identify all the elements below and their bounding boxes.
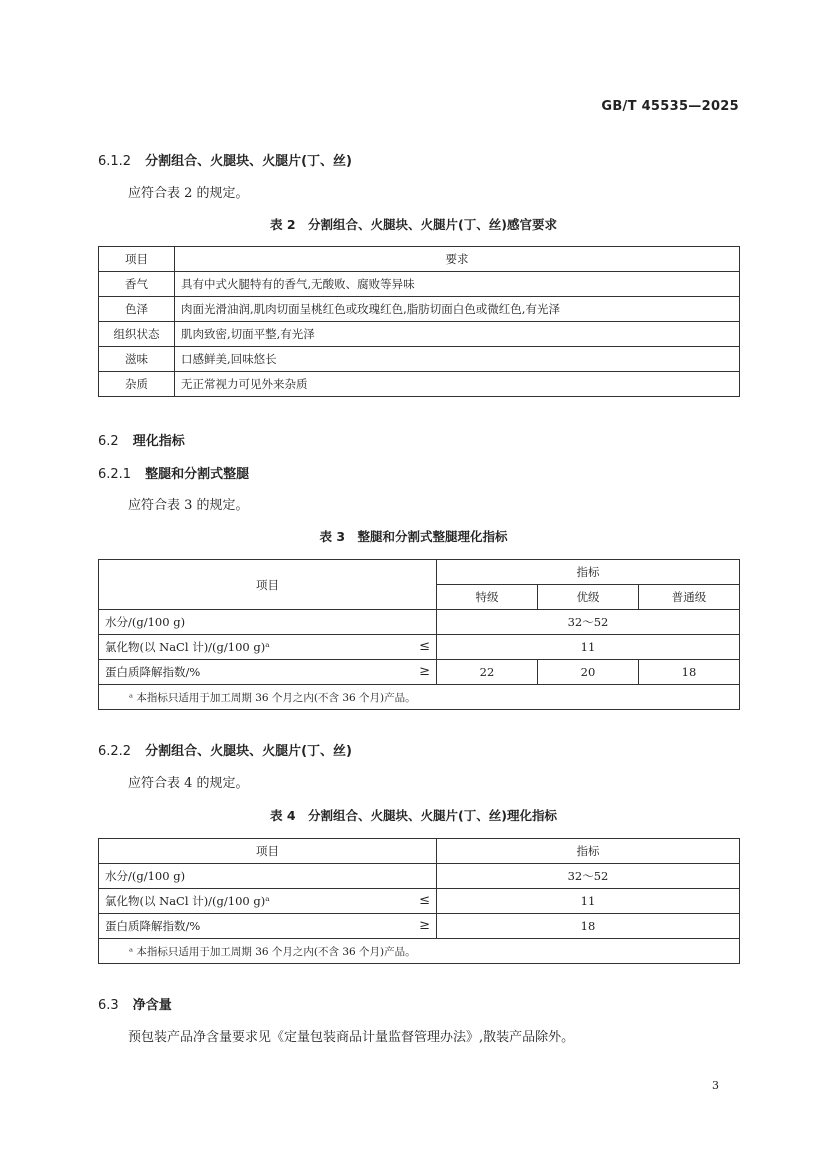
table-4-caption: 表 4 分割组合、火腿块、火腿片(丁、丝)理化指标 xyxy=(270,808,557,823)
table-row xyxy=(99,864,740,889)
table-2-caption: 表 2 分割组合、火腿块、火腿片(丁、丝)感官要求 xyxy=(270,217,557,232)
cell-requirement: 肉面光滑油润,肌肉切面呈桃红色或玫瑰红色,脂肪切面白色或微红色,有光泽 xyxy=(175,297,740,322)
page-number: 3 xyxy=(712,1079,719,1092)
table-footnote: ᵃ 本指标只适用于加工周期 36 个月之内(不含 36 个月)产品。 xyxy=(99,939,740,964)
comparison-symbol: ≤ xyxy=(419,639,430,654)
section-number: 6.2.1 xyxy=(98,467,132,482)
cell-value: 18 xyxy=(639,660,740,685)
table-row xyxy=(99,372,740,397)
cell-value: 18 xyxy=(437,914,740,939)
cell-value: 20 xyxy=(538,660,639,685)
section-heading-6-2-2 xyxy=(98,740,352,759)
cell-item: 水分/(g/100 g) xyxy=(99,864,437,889)
cell-requirement: 无正常视力可见外来杂质 xyxy=(175,372,740,397)
cell-label: 氯化物(以 NaCl 计)/(g/100 g)ᵃ xyxy=(105,894,270,908)
section-title: 整腿和分割式整腿 xyxy=(145,467,250,482)
cell-item: 水分/(g/100 g) xyxy=(99,610,437,635)
grade-superior: 优级 xyxy=(538,585,639,610)
comparison-symbol: ≥ xyxy=(419,918,430,933)
cell-item: 滋味 xyxy=(99,347,175,372)
cell-item: 杂质 xyxy=(99,372,175,397)
table-row xyxy=(99,322,740,347)
grade-special: 特级 xyxy=(437,585,538,610)
cell-item xyxy=(99,660,437,685)
paragraph: 应符合表 3 的规定。 xyxy=(128,498,249,513)
section-number: 6.1.2 xyxy=(98,154,132,169)
table-header-requirement: 要求 xyxy=(175,247,740,272)
cell-item xyxy=(99,635,437,660)
table-row xyxy=(99,272,740,297)
table-row xyxy=(99,889,740,914)
cell-requirement: 口感鲜美,回味悠长 xyxy=(175,347,740,372)
table-3 xyxy=(98,559,740,710)
cell-value: 11 xyxy=(437,635,740,660)
cell-item: 香气 xyxy=(99,272,175,297)
cell-value: 22 xyxy=(437,660,538,685)
paragraph: 预包装产品净含量要求见《定量包装商品计量监督管理办法》,散装产品除外。 xyxy=(128,1030,575,1045)
table-row xyxy=(99,914,740,939)
cell-value: 32～52 xyxy=(437,610,740,635)
section-number: 6.2 xyxy=(98,434,119,449)
cell-requirement: 具有中式火腿特有的香气,无酸败、腐败等异味 xyxy=(175,272,740,297)
cell-label: 氯化物(以 NaCl 计)/(g/100 g)ᵃ xyxy=(105,640,270,654)
section-number: 6.2.2 xyxy=(98,744,132,759)
table-header-index: 指标 xyxy=(437,839,740,864)
table-row xyxy=(99,610,740,635)
cell-label: 蛋白质降解指数/% xyxy=(105,665,201,679)
table-header-item: 项目 xyxy=(99,839,437,864)
table-header-index: 指标 xyxy=(437,560,740,585)
cell-item: 组织状态 xyxy=(99,322,175,347)
section-title: 分割组合、火腿块、火腿片(丁、丝) xyxy=(145,744,352,759)
cell-label: 蛋白质降解指数/% xyxy=(105,919,201,933)
paragraph: 应符合表 2 的规定。 xyxy=(128,186,249,201)
comparison-symbol: ≥ xyxy=(419,664,430,679)
section-title: 分割组合、火腿块、火腿片(丁、丝) xyxy=(145,154,352,169)
comparison-symbol: ≤ xyxy=(419,893,430,908)
cell-requirement: 肌肉致密,切面平整,有光泽 xyxy=(175,322,740,347)
grade-ordinary: 普通级 xyxy=(639,585,740,610)
section-heading-6-1-2 xyxy=(98,150,352,169)
table-header-item: 项目 xyxy=(99,560,437,610)
table-footnote: ᵃ 本指标只适用于加工周期 36 个月之内(不含 36 个月)产品。 xyxy=(99,685,740,710)
table-3-caption: 表 3 整腿和分割式整腿理化指标 xyxy=(319,529,508,544)
cell-value: 11 xyxy=(437,889,740,914)
table-2 xyxy=(98,246,740,397)
table-header-item: 项目 xyxy=(99,247,175,272)
table-row xyxy=(99,660,740,685)
cell-item xyxy=(99,889,437,914)
section-title: 理化指标 xyxy=(132,434,185,449)
table-row xyxy=(99,635,740,660)
table-row xyxy=(99,297,740,322)
section-heading-6-2 xyxy=(98,430,185,449)
table-4 xyxy=(98,838,740,964)
paragraph: 应符合表 4 的规定。 xyxy=(128,776,249,791)
cell-item: 色泽 xyxy=(99,297,175,322)
section-number: 6.3 xyxy=(98,998,119,1013)
table-row xyxy=(99,347,740,372)
section-heading-6-3 xyxy=(98,994,172,1013)
cell-value: 32～52 xyxy=(437,864,740,889)
section-heading-6-2-1 xyxy=(98,463,249,482)
standard-number-header: GB/T 45535—2025 xyxy=(601,99,739,114)
section-title: 净含量 xyxy=(132,998,172,1013)
cell-item xyxy=(99,914,437,939)
